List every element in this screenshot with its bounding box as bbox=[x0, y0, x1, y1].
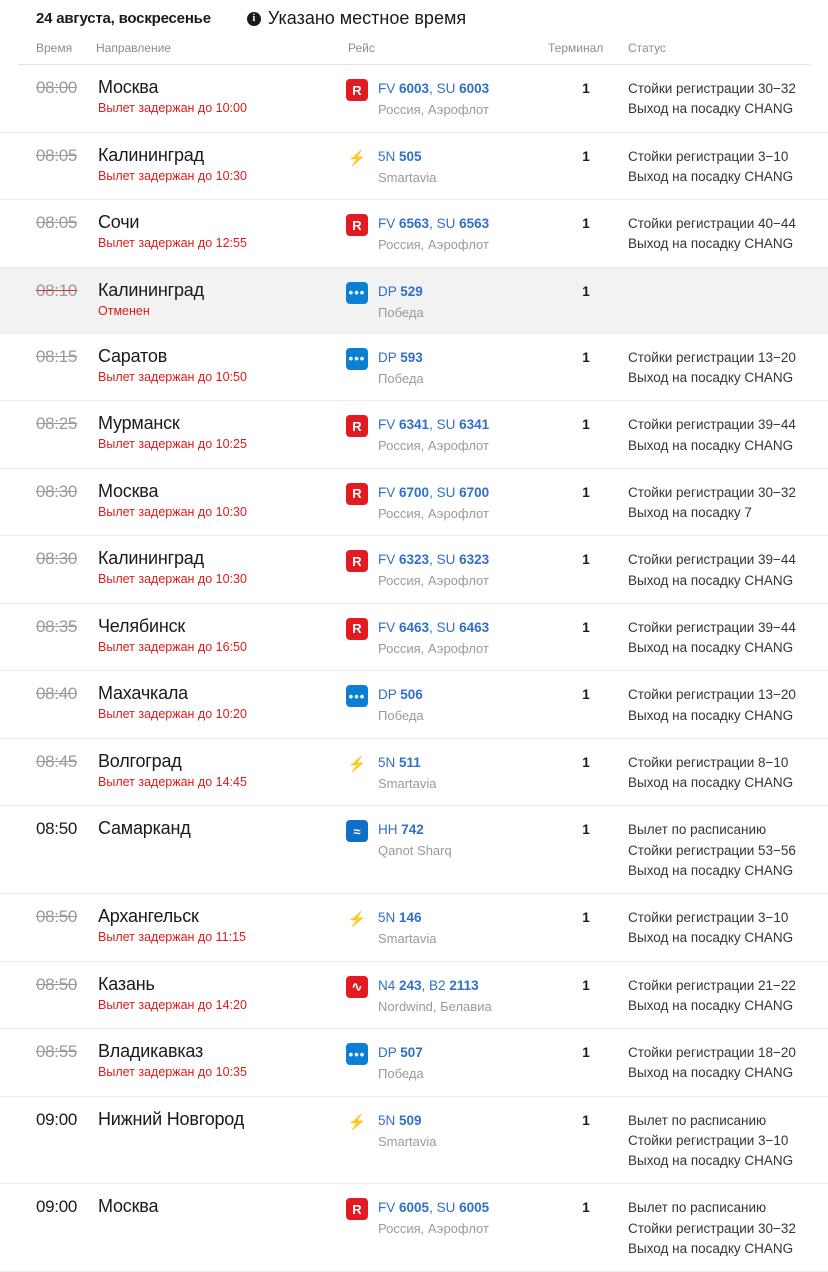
flight-time-cell bbox=[36, 616, 98, 637]
flight-time-cell bbox=[36, 145, 98, 166]
airline-logo-glyph: R bbox=[352, 486, 362, 502]
airline-name: Победа bbox=[378, 370, 424, 386]
airline-logo-glyph: ⚡ bbox=[347, 1113, 367, 1131]
smartavia-logo bbox=[346, 753, 368, 775]
table-row[interactable] bbox=[0, 739, 828, 807]
flight-time: 08:50 bbox=[36, 819, 78, 839]
status-cell bbox=[626, 818, 810, 881]
status-line: Стойки регистрации 13−20 bbox=[628, 349, 796, 365]
flight-time: 08:50 bbox=[36, 974, 78, 994]
delay-note: Отменен bbox=[98, 303, 150, 318]
status-line: Стойки регистрации 3−10 bbox=[628, 1132, 789, 1148]
flight-cell bbox=[346, 413, 546, 454]
status-line: Стойки регистрации 39−44 bbox=[628, 619, 796, 635]
page-title: 24 августа, воскресенье bbox=[36, 10, 211, 27]
flight-cell bbox=[346, 212, 546, 253]
column-header-status: Статус bbox=[628, 41, 666, 55]
status-line: Стойки регистрации 30−32 bbox=[628, 81, 796, 96]
airline-logo-glyph: R bbox=[352, 217, 362, 233]
direction-cell bbox=[98, 751, 346, 789]
table-row[interactable] bbox=[0, 671, 828, 739]
flight-time: 08:30 bbox=[36, 549, 78, 569]
flight-time-cell bbox=[36, 906, 98, 927]
flight-number-link[interactable]: FV 6005, SU 6005 bbox=[378, 1200, 490, 1216]
flight-time-cell bbox=[36, 1196, 98, 1217]
status-line: Выход на посадку CHANG bbox=[628, 437, 794, 453]
terminal-cell: 1 bbox=[582, 977, 590, 993]
airline-name: Победа bbox=[378, 708, 424, 724]
flight-time: 08:00 bbox=[36, 78, 78, 97]
status-cell bbox=[626, 280, 810, 282]
airline-name: Россия, Аэрофлот bbox=[378, 505, 489, 521]
rossiya-logo bbox=[346, 214, 368, 236]
flight-time: 08:25 bbox=[36, 414, 78, 434]
delay-note: Вылет задержан до 10:25 bbox=[98, 437, 247, 452]
flight-number-link[interactable]: DP 529 bbox=[378, 283, 423, 299]
direction-name: Саратов bbox=[98, 345, 168, 366]
terminal-cell: 1 bbox=[582, 687, 590, 703]
flight-list bbox=[0, 65, 828, 1272]
flight-number-link[interactable]: 5N 511 bbox=[378, 754, 421, 770]
rossiya-logo bbox=[346, 79, 368, 101]
pobeda-logo bbox=[346, 348, 368, 370]
status-line: Выход на посадку CHANG bbox=[628, 707, 794, 723]
status-line: Стойки регистрации 40−44 bbox=[628, 216, 796, 231]
rossiya-logo bbox=[346, 415, 368, 437]
direction-cell bbox=[98, 145, 346, 183]
terminal-cell: 1 bbox=[582, 619, 590, 635]
direction-cell bbox=[98, 413, 346, 451]
direction-name: Калининград bbox=[98, 279, 204, 300]
direction-name: Волгоград bbox=[98, 750, 182, 771]
table-row[interactable] bbox=[0, 401, 828, 469]
terminal-cell: 1 bbox=[582, 1045, 590, 1060]
direction-cell bbox=[98, 280, 346, 318]
direction-name: Нижний Новгород bbox=[98, 1108, 245, 1129]
status-cell bbox=[626, 548, 810, 591]
local-time-text: Указано местное время bbox=[267, 8, 467, 28]
delay-note: Вылет задержан до 10:30 bbox=[98, 572, 247, 587]
status-line: Вылет по расписанию bbox=[628, 1112, 767, 1128]
flight-time-cell bbox=[36, 974, 98, 995]
flight-cell bbox=[346, 346, 546, 387]
column-headers bbox=[18, 39, 810, 65]
direction-cell bbox=[98, 1109, 346, 1130]
terminal-cell: 1 bbox=[582, 754, 590, 770]
table-row[interactable] bbox=[0, 65, 828, 133]
terminal-cell: 1 bbox=[582, 484, 590, 500]
status-line: Стойки регистрации 3−10 bbox=[628, 910, 789, 925]
flight-info bbox=[378, 1198, 489, 1237]
flight-time: 08:45 bbox=[36, 751, 78, 771]
flight-time-cell bbox=[36, 548, 98, 569]
flight-time: 08:10 bbox=[36, 280, 78, 300]
status-line: Выход на посадку CHANG bbox=[628, 930, 794, 946]
terminal-cell: 1 bbox=[582, 910, 590, 925]
flight-cell bbox=[346, 280, 546, 321]
airline-logo-glyph: ••• bbox=[348, 1046, 366, 1062]
direction-cell bbox=[98, 548, 346, 586]
flight-time: 08:30 bbox=[36, 481, 78, 501]
terminal-cell: 1 bbox=[582, 216, 590, 231]
direction-cell bbox=[98, 212, 346, 250]
status-line: Выход на посадку CHANG bbox=[628, 168, 794, 184]
rossiya-logo bbox=[346, 550, 368, 572]
status-line: Стойки регистрации 39−44 bbox=[628, 552, 796, 568]
flight-cell bbox=[346, 1196, 546, 1237]
flight-time-cell bbox=[36, 413, 98, 434]
direction-name: Казань bbox=[98, 973, 155, 994]
flight-time: 08:15 bbox=[36, 346, 78, 366]
status-line: Выход на посадку CHANG bbox=[628, 640, 794, 655]
terminal-cell: 1 bbox=[582, 349, 590, 365]
direction-name: Калининград bbox=[98, 548, 204, 569]
status-line: Стойки регистрации 30−32 bbox=[628, 1220, 796, 1236]
board-header bbox=[0, 0, 828, 39]
flight-info bbox=[378, 483, 489, 522]
status-cell bbox=[626, 212, 810, 255]
airline-logo-glyph: ••• bbox=[348, 351, 366, 367]
delay-note: Вылет задержан до 10:35 bbox=[98, 1065, 247, 1079]
airline-name: Россия, Аэрофлот bbox=[378, 237, 489, 252]
airline-logo-glyph: R bbox=[352, 553, 362, 569]
terminal-cell: 1 bbox=[582, 1200, 590, 1216]
flight-info bbox=[378, 147, 437, 186]
info-icon: i bbox=[247, 12, 261, 26]
flight-time: 08:05 bbox=[36, 145, 78, 165]
flight-number-link[interactable]: FV 6463, SU 6463 bbox=[378, 619, 490, 635]
status-cell bbox=[626, 1196, 810, 1259]
flight-time-cell bbox=[36, 751, 98, 772]
flight-time-cell bbox=[36, 1041, 98, 1062]
status-cell bbox=[626, 683, 810, 726]
flight-number-link[interactable]: 5N 509 bbox=[378, 1112, 422, 1128]
status-line: Выход на посадку 7 bbox=[628, 505, 752, 520]
flight-number-link[interactable]: DP 507 bbox=[378, 1045, 423, 1060]
status-line: Выход на посадку CHANG bbox=[628, 101, 794, 117]
direction-name: Москва bbox=[98, 1196, 159, 1217]
status-line: Выход на посадку CHANG bbox=[628, 1153, 794, 1168]
status-cell bbox=[626, 346, 810, 389]
direction-cell bbox=[98, 616, 346, 654]
flight-time: 08:05 bbox=[36, 213, 78, 232]
column-header-flight: Рейс bbox=[348, 41, 375, 55]
airline-logo-glyph: R bbox=[352, 621, 362, 637]
flight-cell bbox=[346, 906, 546, 947]
flight-cell bbox=[346, 974, 546, 1015]
delay-note: Вылет задержан до 10:30 bbox=[98, 504, 247, 519]
airline-name: Smartavia bbox=[378, 169, 437, 185]
terminal-cell: 1 bbox=[582, 822, 590, 838]
delay-note: Вылет задержан до 10:20 bbox=[98, 707, 247, 722]
status-cell bbox=[626, 77, 810, 120]
airline-name: Smartavia bbox=[378, 775, 437, 791]
direction-name: Владикавказ bbox=[98, 1041, 204, 1061]
airline-logo-glyph: R bbox=[352, 418, 362, 434]
flight-time-cell bbox=[36, 212, 98, 233]
flight-number-link[interactable]: FV 6323, SU 6323 bbox=[378, 552, 490, 568]
flight-info bbox=[378, 1111, 437, 1150]
flight-info bbox=[378, 214, 489, 253]
flight-time: 09:00 bbox=[36, 1197, 78, 1217]
flight-number-link[interactable]: FV 6563, SU 6563 bbox=[378, 216, 490, 231]
airline-logo-glyph: ∿ bbox=[351, 978, 363, 994]
airline-name: Россия, Аэрофлот bbox=[378, 102, 489, 117]
flight-time-cell bbox=[36, 1109, 98, 1130]
status-line: Выход на посадку CHANG bbox=[628, 775, 794, 790]
airline-name: Nordwind, Белавиа bbox=[378, 998, 492, 1014]
status-line: Выход на посадку CHANG bbox=[628, 862, 794, 878]
flight-time: 08:50 bbox=[36, 907, 78, 926]
status-line: Стойки регистрации 3−10 bbox=[628, 148, 789, 164]
pobeda-logo bbox=[346, 1043, 368, 1065]
flight-cell bbox=[346, 818, 546, 859]
flight-time-cell bbox=[36, 346, 98, 367]
column-header-direction: Направление bbox=[96, 41, 171, 55]
status-line: Стойки регистрации 30−32 bbox=[628, 484, 796, 500]
terminal-cell: 1 bbox=[582, 417, 590, 433]
status-line: Вылет по расписанию bbox=[628, 822, 767, 838]
table-row[interactable] bbox=[0, 962, 828, 1030]
delay-note: Вылет задержан до 11:15 bbox=[98, 930, 246, 944]
flight-number-link[interactable]: 5N 505 bbox=[378, 148, 422, 164]
status-cell bbox=[626, 1109, 810, 1172]
flight-cell bbox=[346, 548, 546, 589]
terminal-cell: 1 bbox=[582, 283, 590, 299]
terminal-cell: 1 bbox=[582, 552, 590, 568]
direction-cell bbox=[98, 1041, 346, 1079]
flight-info bbox=[378, 753, 437, 792]
flight-time-cell bbox=[36, 683, 98, 704]
status-line: Выход на посадку CHANG bbox=[628, 572, 794, 588]
status-line: Вылет по расписанию bbox=[628, 1200, 767, 1216]
airline-logo-glyph: R bbox=[352, 1201, 362, 1217]
delay-note: Вылет задержан до 14:20 bbox=[98, 997, 247, 1012]
flight-info bbox=[378, 618, 489, 657]
flight-info bbox=[378, 348, 424, 387]
direction-name: Архангельск bbox=[98, 906, 199, 926]
flight-cell bbox=[346, 616, 546, 657]
smartavia-logo bbox=[346, 908, 368, 930]
nordwind-logo bbox=[346, 976, 368, 998]
flight-time: 08:55 bbox=[36, 1042, 78, 1061]
flight-info bbox=[378, 976, 492, 1015]
direction-name: Москва bbox=[98, 77, 159, 97]
column-header-terminal: Терминал bbox=[548, 41, 604, 55]
airline-logo-glyph: ≈ bbox=[353, 823, 361, 839]
table-row[interactable] bbox=[0, 1029, 828, 1097]
status-line: Стойки регистрации 8−10 bbox=[628, 754, 789, 770]
status-cell bbox=[626, 751, 810, 794]
status-line: Стойки регистрации 21−22 bbox=[628, 977, 796, 993]
table-row[interactable] bbox=[0, 334, 828, 402]
flight-number-link[interactable]: DP 593 bbox=[378, 349, 423, 365]
status-line: Стойки регистрации 18−20 bbox=[628, 1045, 796, 1060]
delay-note: Вылет задержан до 16:50 bbox=[98, 639, 247, 654]
airline-logo-glyph: ••• bbox=[348, 285, 366, 300]
status-cell bbox=[626, 481, 810, 524]
flight-number-link[interactable]: HH 742 bbox=[378, 822, 424, 838]
status-line: Выход на посадку CHANG bbox=[628, 1240, 794, 1256]
airline-logo-glyph: ⚡ bbox=[347, 149, 367, 167]
direction-cell bbox=[98, 906, 346, 944]
table-row[interactable] bbox=[0, 133, 828, 201]
flight-number-link[interactable]: N4 243, B2 2113 bbox=[378, 977, 479, 993]
status-line: Выход на посадку CHANG bbox=[628, 370, 794, 385]
direction-cell bbox=[98, 974, 346, 1012]
status-cell bbox=[626, 974, 810, 1017]
airline-name: Победа bbox=[378, 1066, 424, 1081]
table-row[interactable] bbox=[0, 1184, 828, 1272]
flight-time: 08:35 bbox=[36, 616, 78, 636]
flight-cell bbox=[346, 1041, 546, 1082]
airline-logo-glyph: R bbox=[352, 82, 362, 98]
direction-cell bbox=[98, 346, 346, 384]
airline-logo-glyph: ⚡ bbox=[347, 755, 367, 773]
flight-cell bbox=[346, 145, 546, 186]
status-cell bbox=[626, 616, 810, 659]
flight-time-cell bbox=[36, 818, 98, 839]
table-row[interactable] bbox=[0, 604, 828, 672]
airline-name: Россия, Аэрофлот bbox=[378, 573, 489, 589]
table-row[interactable] bbox=[0, 469, 828, 537]
rossiya-logo bbox=[346, 618, 368, 640]
airline-logo-glyph: ⚡ bbox=[347, 911, 367, 928]
status-line: Стойки регистрации 13−20 bbox=[628, 687, 796, 703]
pobeda-logo bbox=[346, 685, 368, 707]
delay-note: Вылет задержан до 14:45 bbox=[98, 774, 247, 789]
status-cell bbox=[626, 413, 810, 456]
terminal-cell: 1 bbox=[582, 81, 590, 96]
flight-cell bbox=[346, 1109, 546, 1150]
flight-time-cell bbox=[36, 481, 98, 502]
status-line: Стойки регистрации 39−44 bbox=[628, 417, 796, 433]
delay-note: Вылет задержан до 10:50 bbox=[98, 369, 247, 384]
direction-name: Москва bbox=[98, 480, 159, 501]
rossiya-logo bbox=[346, 1198, 368, 1220]
airline-name: Россия, Аэрофлот bbox=[378, 438, 489, 454]
airline-name: Победа bbox=[378, 304, 424, 320]
airline-logo-glyph: ••• bbox=[348, 688, 366, 704]
direction-name: Мурманск bbox=[98, 413, 180, 434]
flight-info bbox=[378, 1043, 424, 1082]
rossiya-logo bbox=[346, 483, 368, 505]
status-cell bbox=[626, 906, 810, 949]
table-row[interactable] bbox=[0, 1097, 828, 1185]
status-line: Выход на посадку CHANG bbox=[628, 1065, 794, 1081]
table-row[interactable] bbox=[0, 536, 828, 604]
flight-info bbox=[378, 79, 489, 118]
airline-name: Россия, Аэрофлот bbox=[378, 1221, 489, 1237]
direction-name: Самарканд bbox=[98, 818, 191, 839]
terminal-cell: 1 bbox=[582, 1112, 590, 1128]
table-row[interactable] bbox=[0, 268, 828, 334]
flight-number-link[interactable]: 5N 146 bbox=[378, 910, 422, 925]
flight-cell bbox=[346, 481, 546, 522]
column-header-time: Время bbox=[36, 41, 73, 55]
local-time-note bbox=[247, 8, 466, 29]
airline-name: Smartavia bbox=[378, 1133, 437, 1149]
qanot-sharq-logo bbox=[346, 820, 368, 842]
delay-note: Вылет задержан до 10:30 bbox=[98, 168, 247, 183]
pobeda-logo bbox=[346, 282, 368, 304]
flight-number-link[interactable]: FV 6341, SU 6341 bbox=[378, 417, 490, 433]
flight-info bbox=[378, 685, 424, 724]
flight-info bbox=[378, 550, 489, 589]
status-line: Стойки регистрации 53−56 bbox=[628, 842, 796, 858]
flight-number-link[interactable]: FV 6700, SU 6700 bbox=[378, 484, 490, 500]
flight-cell bbox=[346, 77, 546, 118]
table-row[interactable] bbox=[0, 894, 828, 962]
status-line: Выход на посадку CHANG bbox=[628, 236, 794, 252]
terminal-cell: 1 bbox=[582, 148, 590, 164]
direction-cell bbox=[98, 481, 346, 519]
smartavia-logo bbox=[346, 147, 368, 169]
flight-number-link[interactable]: FV 6003, SU 6003 bbox=[378, 81, 490, 96]
direction-cell bbox=[98, 77, 346, 115]
flight-number-link[interactable]: DP 506 bbox=[378, 687, 423, 703]
direction-name: Челябинск bbox=[98, 615, 186, 636]
direction-name: Калининград bbox=[98, 144, 204, 165]
status-cell bbox=[626, 1041, 810, 1084]
flight-info bbox=[378, 908, 437, 947]
delay-note: Вылет задержан до 10:00 bbox=[98, 101, 247, 115]
flight-info bbox=[378, 820, 452, 859]
airline-name: Qanot Sharq bbox=[378, 843, 452, 859]
airline-name: Россия, Аэрофлот bbox=[378, 640, 489, 656]
status-cell bbox=[626, 145, 810, 188]
flight-time-cell bbox=[36, 77, 98, 98]
flight-time-cell bbox=[36, 280, 98, 301]
flight-cell bbox=[346, 683, 546, 724]
smartavia-logo bbox=[346, 1111, 368, 1133]
direction-name: Сочи bbox=[98, 212, 140, 232]
direction-cell bbox=[98, 818, 346, 839]
airline-name: Smartavia bbox=[378, 931, 437, 946]
flight-cell bbox=[346, 751, 546, 792]
flight-info bbox=[378, 415, 489, 454]
flight-time: 08:40 bbox=[36, 684, 78, 704]
direction-cell bbox=[98, 1196, 346, 1217]
status-line: Выход на посадку CHANG bbox=[628, 997, 794, 1013]
table-row[interactable] bbox=[0, 200, 828, 268]
delay-note: Вылет задержан до 12:55 bbox=[98, 236, 247, 250]
direction-cell bbox=[98, 683, 346, 721]
flight-time: 09:00 bbox=[36, 1109, 78, 1129]
direction-name: Махачкала bbox=[98, 683, 188, 704]
table-row[interactable] bbox=[0, 806, 828, 894]
flight-info bbox=[378, 282, 424, 321]
